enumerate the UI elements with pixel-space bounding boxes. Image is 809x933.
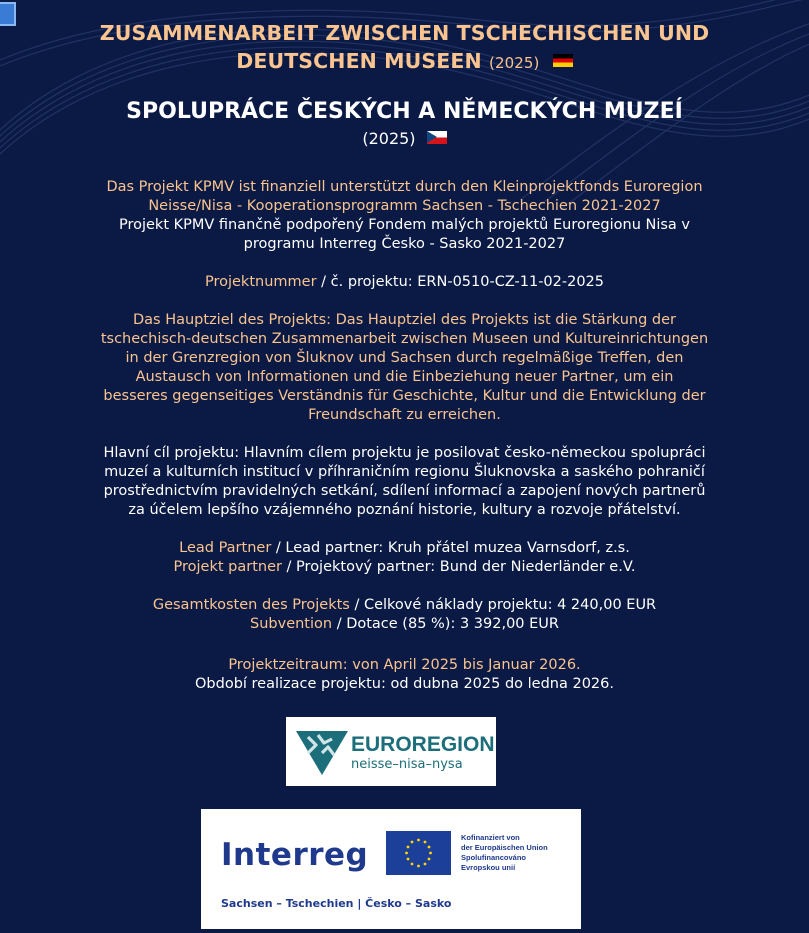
goal-cz-line: prostřednictvím pravidelných setkání, sdílení informací a zapojení nových partnerů [103, 483, 706, 499]
goal-de-line: Das Hauptziel des Projekts: Das Hauptziel des Projekts ist die Stärkung der [132, 312, 677, 328]
total-cost-label: Gesamtkosten des Projekts [152, 597, 350, 613]
project-number-value: / č. projektu: ERN-0510-CZ-11-02-2025 [316, 274, 605, 290]
goal-german [30, 311, 779, 425]
total-cost-row [30, 596, 779, 615]
subsidy-row [30, 615, 779, 634]
title-de-year: (2025) [489, 54, 540, 72]
goal-cz-line: Hlavní cíl projektu: Hlavním cílem projektu je posilovat česko-německou spolupráci [103, 445, 706, 461]
partners-info [30, 539, 779, 577]
title-de-line1: ZUSAMMENARBEIT ZWISCHEN TSCHECHISCHEN UND [99, 21, 710, 45]
funding-de-line1: Das Projekt KPMV ist finanziell unterstützt durch den Kleinprojektfonds Euroregion [106, 179, 703, 195]
eu-cofinance-line: Kofinanziert von [461, 833, 520, 842]
interreg-logo[interactable] [201, 809, 581, 929]
funding-de-line2: Neisse/Nisa - Kooperationsprogramm Sachsen - Tschechien 2021-2027 [148, 198, 661, 214]
project-number-label: Projektnummer [204, 274, 317, 290]
period-cz: Období realizace projektu: od dubna 2025 do ledna 2026. [195, 676, 614, 692]
costs-info [30, 596, 779, 634]
project-number [30, 273, 779, 292]
funding-cz-line1: Projekt KPMV finančně podpořený Fondem malých projektů Euroregionu Nisa v [118, 217, 691, 233]
total-cost-value: / Celkové náklady projektu: 4 240,00 EUR [349, 597, 657, 613]
eu-flag-icon [386, 831, 451, 875]
eu-cofinance-line: der Europäischen Union [461, 843, 548, 852]
goal-czech [30, 444, 779, 520]
goal-cz-line: za účelem lepšího vzájemného poznání historie, kultury a rozvoje přátelství. [128, 502, 681, 518]
page-title-czech: SPOLUPRÁCE ČESKÝCH A NĚMECKÝCH MUZEÍ [126, 99, 683, 124]
eu-cofinance-line: Evropskou unií [461, 863, 516, 872]
project-partner-label: Projekt partner [173, 559, 282, 575]
germany-flag-icon [553, 54, 573, 67]
subsidy-value: / Dotace (85 %): 3 392,00 EUR [332, 616, 559, 632]
subsidy-label: Subvention [250, 616, 333, 632]
project-partner-row [30, 558, 779, 577]
lead-partner-label: Lead Partner [179, 540, 272, 556]
eu-cofinance-line: Spolufinancováno [461, 853, 527, 862]
title-cz-year: (2025) [362, 129, 416, 148]
title-de-line2: DEUTSCHEN MUSEEN [236, 49, 482, 73]
funding-cz-line2: programu Interreg Česko - Sasko 2021-2027 [243, 236, 566, 252]
goal-cz-line: muzeí a kulturních institucí v příhraničním regionu Šluknovska a saského pohraničí [104, 464, 705, 480]
lead-partner-value: / Lead partner: Kruh přátel muzea Varnsdorf, z.s. [271, 540, 630, 556]
goal-de-line: Austausch von Informationen und die Einbeziehung neuer Partner, um ein [135, 369, 674, 385]
goal-de-line: in der Grenzregion von Šluknov und Sachsen durch regelmäßige Treffen, den [125, 350, 684, 366]
goal-de-line: Freundschaft zu erreichen. [308, 407, 501, 423]
project-period [30, 656, 779, 694]
goal-de-line: besseres gegenseitiges Verständnis für Geschichte, Kultur und die Entwicklung der [103, 388, 706, 404]
interreg-logo-graphic [201, 809, 581, 929]
euroregion-emblem-icon [286, 717, 496, 786]
title-cz-year-row [0, 128, 809, 150]
czech-flag-icon [427, 131, 447, 144]
title-de-line2-row [0, 47, 809, 77]
goal-de-line: tschechisch-deutschen Zusammenarbeit zwischen Museen und Kultureinrichtungen [100, 331, 709, 347]
interreg-region: Sachsen – Tschechien | Česko – Sasko [221, 897, 452, 910]
page-title-german [0, 19, 809, 77]
euroregion-subtitle: neisse–nisa–nysa [351, 757, 463, 772]
euroregion-name: EUROREGION [351, 733, 495, 756]
period-de: Projektzeitraum: von April 2025 bis Januar 2026. [228, 657, 581, 673]
euroregion-logo[interactable] [286, 717, 496, 786]
project-partner-value: / Projektový partner: Bund der Niederländer e.V. [281, 559, 636, 575]
interreg-name: Interreg [221, 837, 369, 873]
lead-partner-row [30, 539, 779, 558]
funding-info [30, 178, 779, 254]
